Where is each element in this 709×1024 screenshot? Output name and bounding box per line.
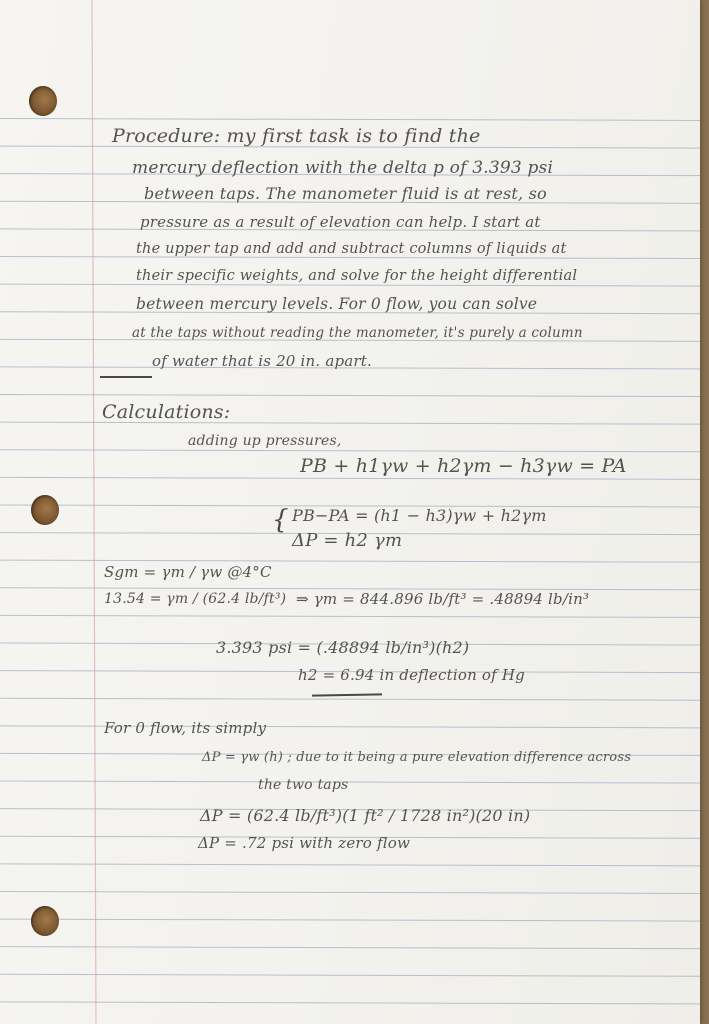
punch-hole-bottom [31,906,59,936]
procedure-line-9: of water that is 20 in. apart. [152,352,372,370]
rule-line [0,477,700,479]
rule-line [0,919,700,921]
psi-equation: 3.393 psi = (.48894 lb/in³)(h2) [216,638,470,657]
procedure-line-8: at the taps without reading the manometer, it's purely a column [132,325,583,341]
pressure-equation: PB + h1γw + h2γm − h3γw = PA [300,455,627,477]
procedure-line-5: the upper tap and add and subtract columns of liquids at [136,241,567,257]
deflection-result: h2 = 6.94 in deflection of Hg [298,666,525,684]
brace-mark: { [272,505,289,535]
margin-line [92,0,96,1024]
zero-flow-line-2: ΔP = γw (h) ; due to it being a pure elevation difference across [202,750,632,765]
pressure-difference-equation: PB−PA = (h1 − h3)γw + h2γm [292,506,547,525]
adding-label: adding up pressures, [188,433,342,449]
rule-line [0,395,700,397]
section-divider [100,376,152,378]
specific-gravity-calc: 13.54 = γm / (62.4 lb/ft³) [104,591,287,607]
specific-weight-result: ⇒ γm = 844.896 lb/ft³ = .48894 lb/in³ [296,590,590,608]
punch-hole-top [29,86,57,116]
procedure-line-6: their specific weights, and solve for the height differential [136,268,578,284]
procedure-line-2: mercury deflection with the delta p of 3.393 psi [132,158,554,178]
rule-line [0,974,700,976]
specific-gravity-definition: Sgm = γm / γw @4°C [104,563,272,581]
rule-line [0,864,700,866]
rule-line [0,698,700,700]
procedure-line-7: between mercury levels. For 0 flow, you can solve [136,295,538,313]
calculations-heading: Calculations: [102,401,231,423]
rule-line [0,118,700,120]
rule-line [0,891,700,893]
rule-line [0,450,700,452]
rule-line [0,947,700,949]
rule-line [0,615,700,617]
delta-p-equation: ΔP = h2 γm [292,530,403,551]
rule-line [0,1002,700,1004]
zero-flow-line-3: the two taps [258,777,349,793]
rule-line [0,781,700,783]
procedure-line-4: pressure as a result of elevation can help. I start at [140,213,541,231]
zero-flow-line-5: ΔP = .72 psi with zero flow [198,834,410,852]
punch-hole-middle [31,495,59,525]
procedure-line-1: Procedure: my first task is to find the [112,125,481,147]
zero-flow-line-4: ΔP = (62.4 lb/ft³)(1 ft² / 1728 in²)(20 in) [200,806,531,825]
zero-flow-line-1: For 0 flow, its simply [104,719,267,737]
procedure-line-3: between taps. The manometer fluid is at rest, so [144,184,547,203]
